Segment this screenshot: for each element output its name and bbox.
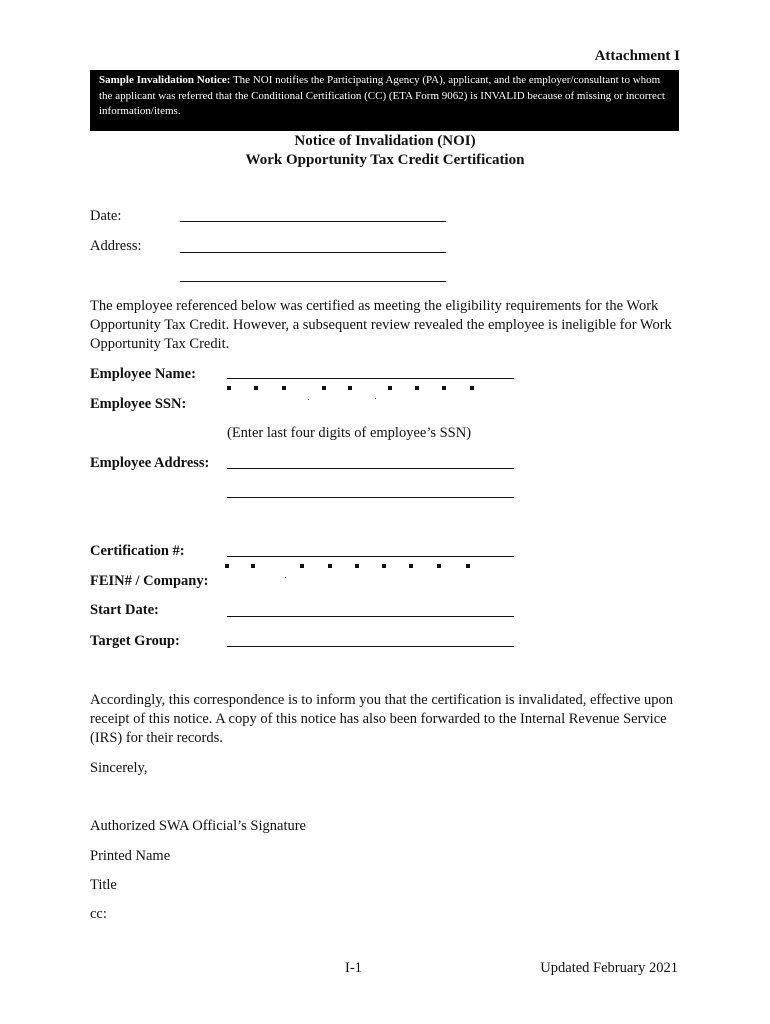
cc-label: cc:	[90, 906, 107, 922]
certification-number-label: Certification #:	[90, 543, 185, 559]
intro-paragraph: The employee referenced below was certified as meeting the eligibility requirements for the Work Opportunity Tax Credit. However, a subsequent review revealed the employee is ineligible for Work Opportunity Tax Credit.	[90, 298, 672, 352]
employee-name-dotted-marks	[227, 386, 514, 390]
address-field-line-1[interactable]	[180, 252, 446, 253]
target-group-label: Target Group:	[90, 633, 180, 649]
employee-name-field-line[interactable]	[227, 378, 514, 379]
certification-dotted-marks	[225, 564, 485, 568]
signature-label: Authorized SWA Official’s Signature	[90, 818, 306, 834]
notice-banner-text: The NOI notifies the Participating Agency (PA), applicant, and the employer/consultant to whom the applicant was referred that the Conditional Certification (CC) (ETA Form 9062) is INVALID because of missing or incorrect information/items.	[99, 74, 665, 117]
fein-company-label: FEIN# / Company:	[90, 573, 209, 589]
employee-ssn-label: Employee SSN:	[90, 396, 187, 412]
employee-address-field-line-1[interactable]	[227, 468, 514, 469]
sincerely-text: Sincerely,	[90, 760, 148, 776]
printed-name-label: Printed Name	[90, 848, 171, 864]
employee-address-field-line-2[interactable]	[227, 497, 514, 498]
target-group-field-line[interactable]	[227, 646, 514, 647]
date-field-line[interactable]	[180, 221, 446, 222]
attachment-label: Attachment I	[594, 48, 680, 64]
address-field-line-2[interactable]	[180, 281, 446, 282]
document-subtitle: Work Opportunity Tax Credit Certification	[245, 152, 525, 168]
start-date-label: Start Date:	[90, 602, 159, 618]
date-label: Date:	[90, 208, 122, 224]
title-label: Title	[90, 877, 117, 893]
employee-ssn-hint: (Enter last four digits of employee’s SSN)	[227, 425, 472, 441]
notice-banner-lead: Sample Invalidation Notice:	[99, 74, 231, 86]
sample-notice-banner	[90, 70, 679, 131]
address-label: Address:	[90, 238, 142, 254]
page-number: I-1	[345, 960, 362, 976]
updated-date: Updated February 2021	[540, 960, 678, 976]
employee-address-label: Employee Address:	[90, 455, 210, 471]
document-title: Notice of Invalidation (NOI)	[294, 133, 476, 149]
start-date-field-line[interactable]	[227, 616, 514, 617]
certification-number-field-line[interactable]	[227, 556, 514, 557]
employee-name-label: Employee Name:	[90, 366, 196, 382]
closing-paragraph: Accordingly, this correspondence is to inform you that the certification is invalidated, effective upon receipt of this notice. A copy of this notice has also been forwarded to the Internal Revenue Service (IRS) for their records.	[90, 692, 674, 746]
